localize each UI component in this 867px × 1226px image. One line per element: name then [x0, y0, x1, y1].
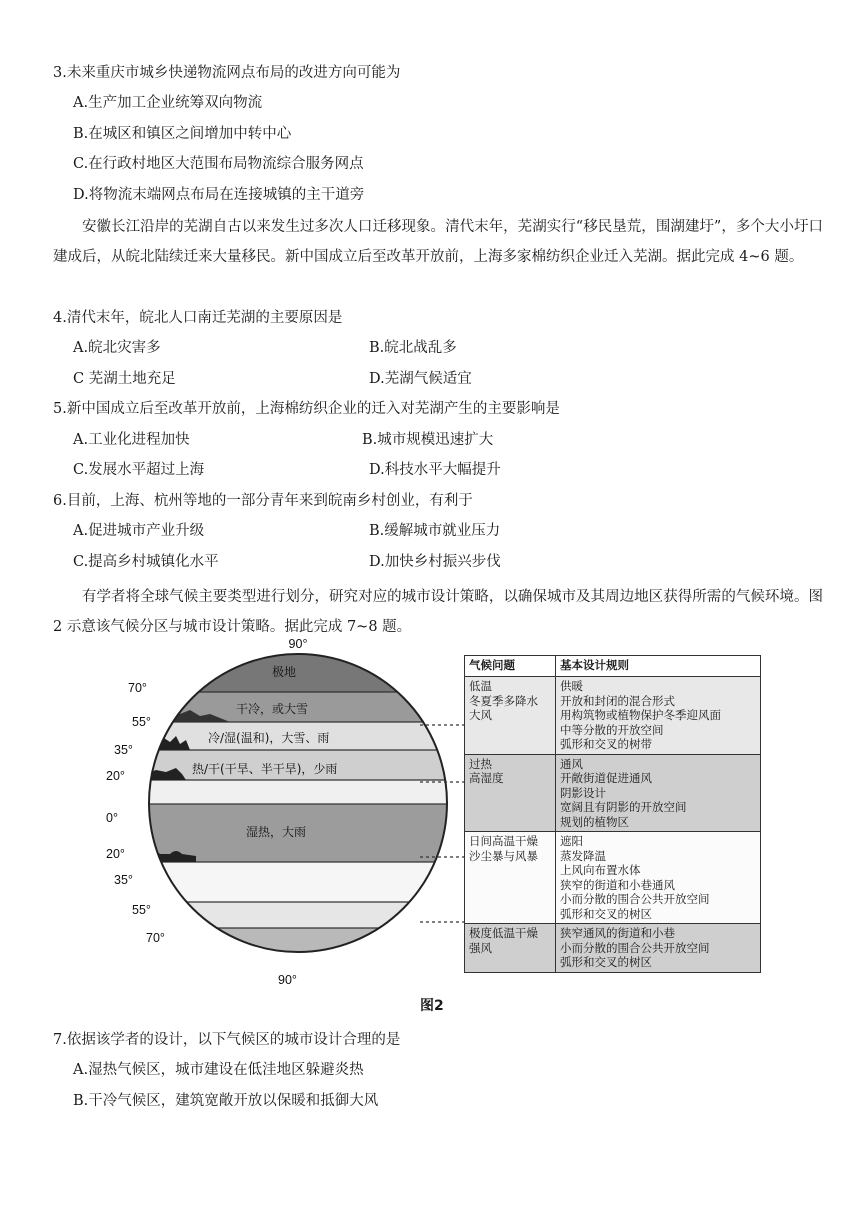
question-4-option-b: B.皖北战乱多 [369, 340, 457, 356]
problem-cell: 过热 高湿度 [465, 754, 556, 832]
design-rules-table [464, 655, 761, 973]
question-5-option-b: B.城市规模迅速扩大 [362, 432, 494, 448]
lat-label: 35° [114, 743, 133, 757]
question-3-option-d: D.将物流末端网点布局在连接城镇的主干道旁 [73, 187, 365, 203]
question-5-option-a: A.工业化进程加快 [73, 432, 190, 448]
question-7-option-b: B.干冷气候区，建筑宽敞开放以保暖和抵御大风 [73, 1093, 379, 1109]
question-6-option-a: A.促进城市产业升级 [73, 523, 205, 539]
band-hot-humid: 湿热，大雨 [246, 825, 307, 839]
rules-cell: 狭窄通风的街道和小巷 小而分散的围合公共开放空间 弧形和交叉的树区 [556, 924, 761, 973]
question-6-stem: 6.目前，上海、杭州等地的一部分青年来到皖南乡村创业，有利于 [53, 493, 473, 509]
lat-label: 0° [106, 811, 118, 825]
question-4-stem: 4.清代末年，皖北人口南迁芜湖的主要原因是 [53, 310, 343, 326]
passage-climate: 有学者将全球气候主要类型进行划分，研究对应的城市设计策略，以确保城市及其周边地区获得所需的气候环境。图 2 示意该气候分区与城市设计策略。据此完成 7~8 题。 [53, 589, 823, 635]
rules-cell: 通风 开敞街道促进通风 阴影设计 宽阔且有阴影的开放空间 规划的植物区 [556, 754, 761, 832]
problem-cell: 低温 冬夏季多降水 大风 [465, 677, 556, 755]
question-6-option-c: C.提高乡村城镇化水平 [73, 554, 219, 570]
question-5-option-d: D.科技水平大幅提升 [369, 462, 501, 478]
question-5-option-c: C.发展水平超过上海 [73, 462, 205, 478]
lat-label-bottom: 90° [278, 973, 297, 987]
band-polar: 极地 [272, 665, 297, 679]
band-hot-dry: 热/干(干旱、半干旱)，少雨 [192, 762, 338, 776]
lat-label: 20° [106, 847, 125, 861]
lat-label: 55° [132, 903, 151, 917]
table-header-rules: 基本设计规则 [556, 656, 761, 677]
question-3-stem: 3.未来重庆市城乡快递物流网点布局的改进方向可能为 [53, 65, 401, 81]
lat-label: 55° [132, 715, 151, 729]
rules-cell: 遮阳 蒸发降温 上风向布置水体 狭窄的街道和小巷通风 小而分散的围合公共开放空间 弧形和交叉的树区 [556, 832, 761, 924]
table-row [465, 924, 761, 973]
passage-wuhu: 安徽长江沿岸的芜湖自古以来发生过多次人口迁移现象。清代末年，芜湖实行“移民垦荒，围湖建圩”，多个大小圩口建成后，从皖北陆续迁来大量移民。新中国成立后至改革开放前，上海多家棉纺织企业迁入芜湖。据此完成 4~6 题。 [53, 219, 823, 265]
lat-label-top: 90° [288, 637, 308, 651]
question-4-option-a: A.皖北灾害多 [73, 340, 161, 356]
question-3-option-c: C.在行政村地区大范围布局物流综合服务网点 [73, 156, 364, 172]
question-4-option-d: D.芜湖气候适宜 [369, 371, 472, 387]
question-6-option-b: B.缓解城市就业压力 [369, 523, 501, 539]
lat-label: 70° [146, 931, 165, 945]
lat-label: 20° [106, 769, 125, 783]
table-row [465, 832, 761, 924]
rules-cell: 供暖 开放和封闭的混合形式 用构筑物或植物保护冬季迎风面 中等分散的开放空间 弧形和交叉的树带 [556, 677, 761, 755]
question-7-stem: 7.依据该学者的设计，以下气候区的城市设计合理的是 [53, 1032, 401, 1048]
problem-cell: 极度低温干燥 强风 [465, 924, 556, 973]
table-header-problem: 气候问题 [465, 656, 556, 677]
figure-caption: 图2 [420, 998, 444, 1014]
table-row [465, 677, 761, 755]
climate-zone-globe [106, 632, 460, 992]
leader-lines [420, 700, 466, 940]
question-3-option-b: B.在城区和镇区之间增加中转中心 [73, 126, 292, 142]
lat-label: 70° [128, 681, 147, 695]
question-4-option-c: C 芜湖土地充足 [73, 371, 176, 387]
question-6-option-d: D.加快乡村振兴步伐 [369, 554, 501, 570]
lat-label: 35° [114, 873, 133, 887]
question-7-option-a: A.湿热气候区，城市建设在低洼地区躲避炎热 [73, 1062, 364, 1078]
problem-cell: 日间高温干燥 沙尘暴与风暴 [465, 832, 556, 924]
question-3-option-a: A.生产加工企业统筹双向物流 [73, 95, 263, 111]
band-dry-cold: 干冷，或大雪 [236, 702, 309, 716]
band-cold-wet: 冷/湿(温和)，大雪、雨 [208, 731, 330, 745]
table-row [465, 754, 761, 832]
question-5-stem: 5.新中国成立后至改革开放前，上海棉纺织企业的迁入对芜湖产生的主要影响是 [53, 401, 560, 417]
